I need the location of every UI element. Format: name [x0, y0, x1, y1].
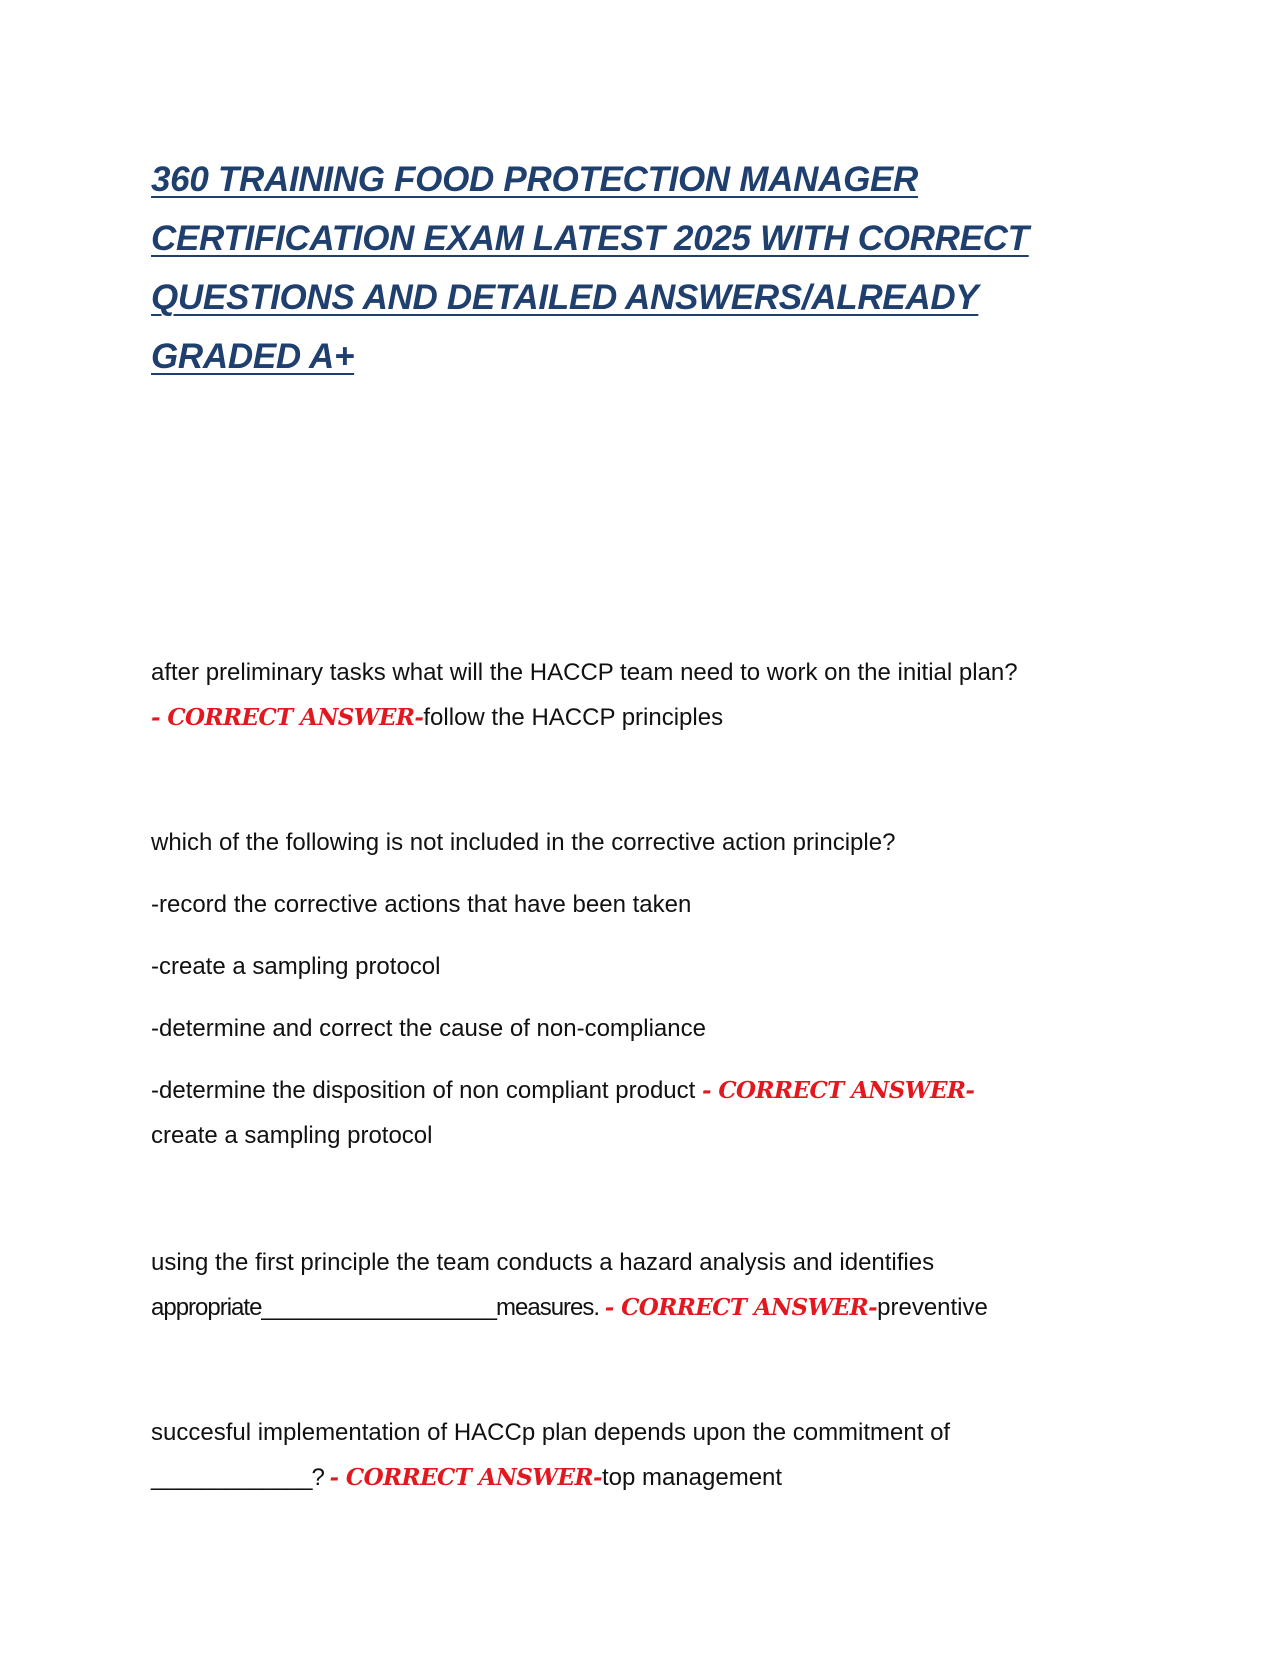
- correct-answer-marker: - CORRECT ANSWER-: [701, 1077, 975, 1104]
- option-text: -determine the disposition of non compliant product: [151, 1077, 702, 1104]
- question-text: succesful implementation of HACCp plan depends upon the commitment of: [151, 1419, 951, 1446]
- answer-text: preventive: [877, 1294, 988, 1321]
- question-text-continued: appropriate___________________measures.: [151, 1294, 605, 1321]
- title-line: 360 TRAINING FOOD PROTECTION MANAGER: [151, 160, 919, 199]
- correct-answer-marker: - CORRECT ANSWER-: [604, 1294, 878, 1321]
- answer-text: create a sampling protocol: [151, 1122, 433, 1149]
- question-line: [151, 1285, 1161, 1330]
- option-item: -record the corrective actions that have been taken: [151, 891, 692, 918]
- question-block-2: [151, 820, 1161, 1158]
- question-text: which of the following is not included in the corrective action principle?: [151, 829, 896, 856]
- answer-line: [151, 695, 1161, 740]
- answer-text: follow the HACCP principles: [423, 704, 724, 731]
- correct-answer-marker: - CORRECT ANSWER-: [329, 1464, 602, 1491]
- question-line: [151, 1455, 1161, 1500]
- option-item: -determine and correct the cause of non-compliance: [151, 1015, 706, 1042]
- title-line: QUESTIONS AND DETAILED ANSWERS/ALREADY: [151, 278, 979, 317]
- answer-text: top management: [601, 1464, 783, 1491]
- correct-answer-marker: - CORRECT ANSWER-: [151, 704, 424, 731]
- option-item: [151, 1068, 1161, 1113]
- question-block-1: [151, 650, 1161, 740]
- question-block-4: [151, 1410, 1161, 1500]
- question-text: after preliminary tasks what will the HACCP team need to work on the initial plan?: [151, 659, 1018, 686]
- question-block-3: [151, 1240, 1161, 1330]
- title-line: CERTIFICATION EXAM LATEST 2025 WITH CORRECT: [151, 219, 1029, 258]
- question-text: using the first principle the team conducts a hazard analysis and identifies: [151, 1249, 935, 1276]
- question-text-continued: _____________?: [151, 1464, 330, 1491]
- document-title: [151, 150, 1111, 386]
- option-item: -create a sampling protocol: [151, 953, 441, 980]
- title-line: GRADED A+: [151, 337, 355, 376]
